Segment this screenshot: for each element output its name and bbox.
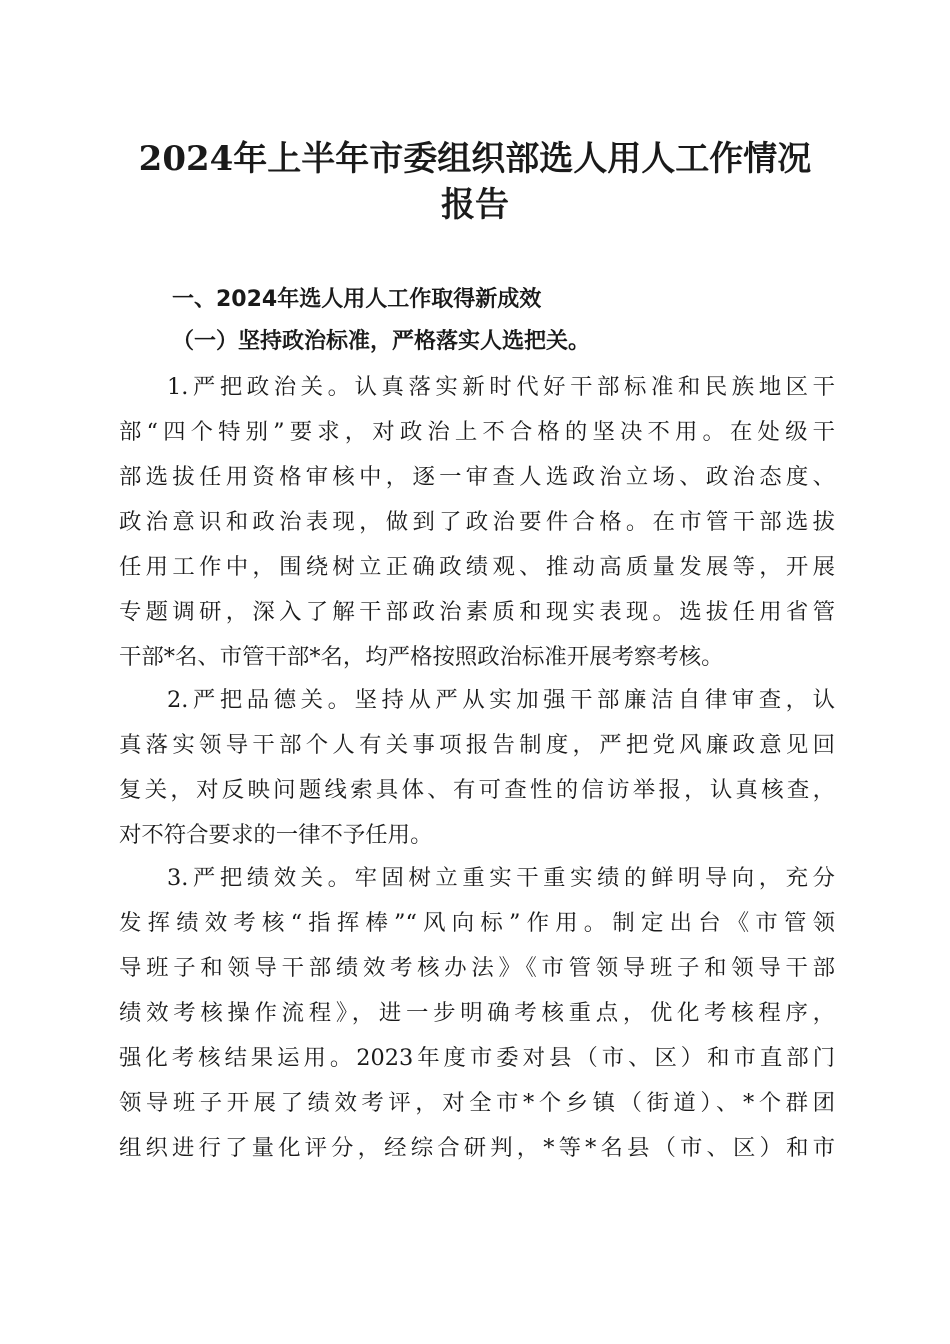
paragraph-line: 组织进行了量化评分，经综合研判，*等*名县（市、区）和市	[119, 1135, 835, 1161]
paragraph-line: 发挥绩效考核“指挥棒”“风向标”作用。制定出台《市管领	[119, 910, 835, 936]
paragraph-line: 政治意识和政治表现，做到了政治要件合格。在市管干部选拔	[119, 509, 835, 535]
subsection-heading: （一）坚持政治标准，严格落实人选把关。	[172, 328, 591, 354]
paragraph-line: 2.严把品德关。坚持从严从实加强干部廉洁自律审查，认	[167, 687, 835, 713]
paragraph-line: 1.严把政治关。认真落实新时代好干部标准和民族地区干	[167, 374, 835, 400]
paragraph-line: 导班子和领导干部绩效考核办法》《市管领导班子和领导干部	[119, 955, 835, 981]
paragraph-line: 任用工作中，围绕树立正确政绩观、推动高质量发展等，开展	[119, 554, 835, 580]
section-heading: 一、2024年选人用人工作取得新成效	[172, 287, 542, 312]
paragraph-line: 领导班子开展了绩效考评，对全市*个乡镇（街道）、*个群团	[119, 1090, 835, 1116]
paragraph-line: 专题调研，深入了解干部政治素质和现实表现。选拔任用省管	[119, 599, 835, 625]
paragraph-line: 绩效考核操作流程》，进一步明确考核重点，优化考核程序，	[119, 1000, 835, 1026]
paragraph-line: 对不符合要求的一律不予任用。	[119, 822, 433, 848]
document-title-line-2: 报告	[441, 185, 509, 225]
paragraph-line: 部选拔任用资格审核中，逐一审查人选政治立场、政治态度、	[119, 464, 835, 490]
paragraph-line: 部“四个特别”要求，对政治上不合格的坚决不用。在处级干	[119, 419, 835, 445]
document-title-line-1: 2024年上半年市委组织部选人用人工作情况	[138, 139, 812, 179]
paragraph-line: 3.严把绩效关。牢固树立重实干重实绩的鲜明导向，充分	[167, 865, 835, 891]
paragraph-line: 强化考核结果运用。2023年度市委对县（市、区）和市直部门	[119, 1045, 835, 1071]
paragraph-line: 复关，对反映问题线索具体、有可查性的信访举报，认真核查，	[119, 777, 835, 803]
paragraph-line: 干部*名、市管干部*名，均严格按照政治标准开展考察考核。	[119, 644, 724, 670]
paragraph-line: 真落实领导干部个人有关事项报告制度，严把党风廉政意见回	[119, 732, 835, 758]
